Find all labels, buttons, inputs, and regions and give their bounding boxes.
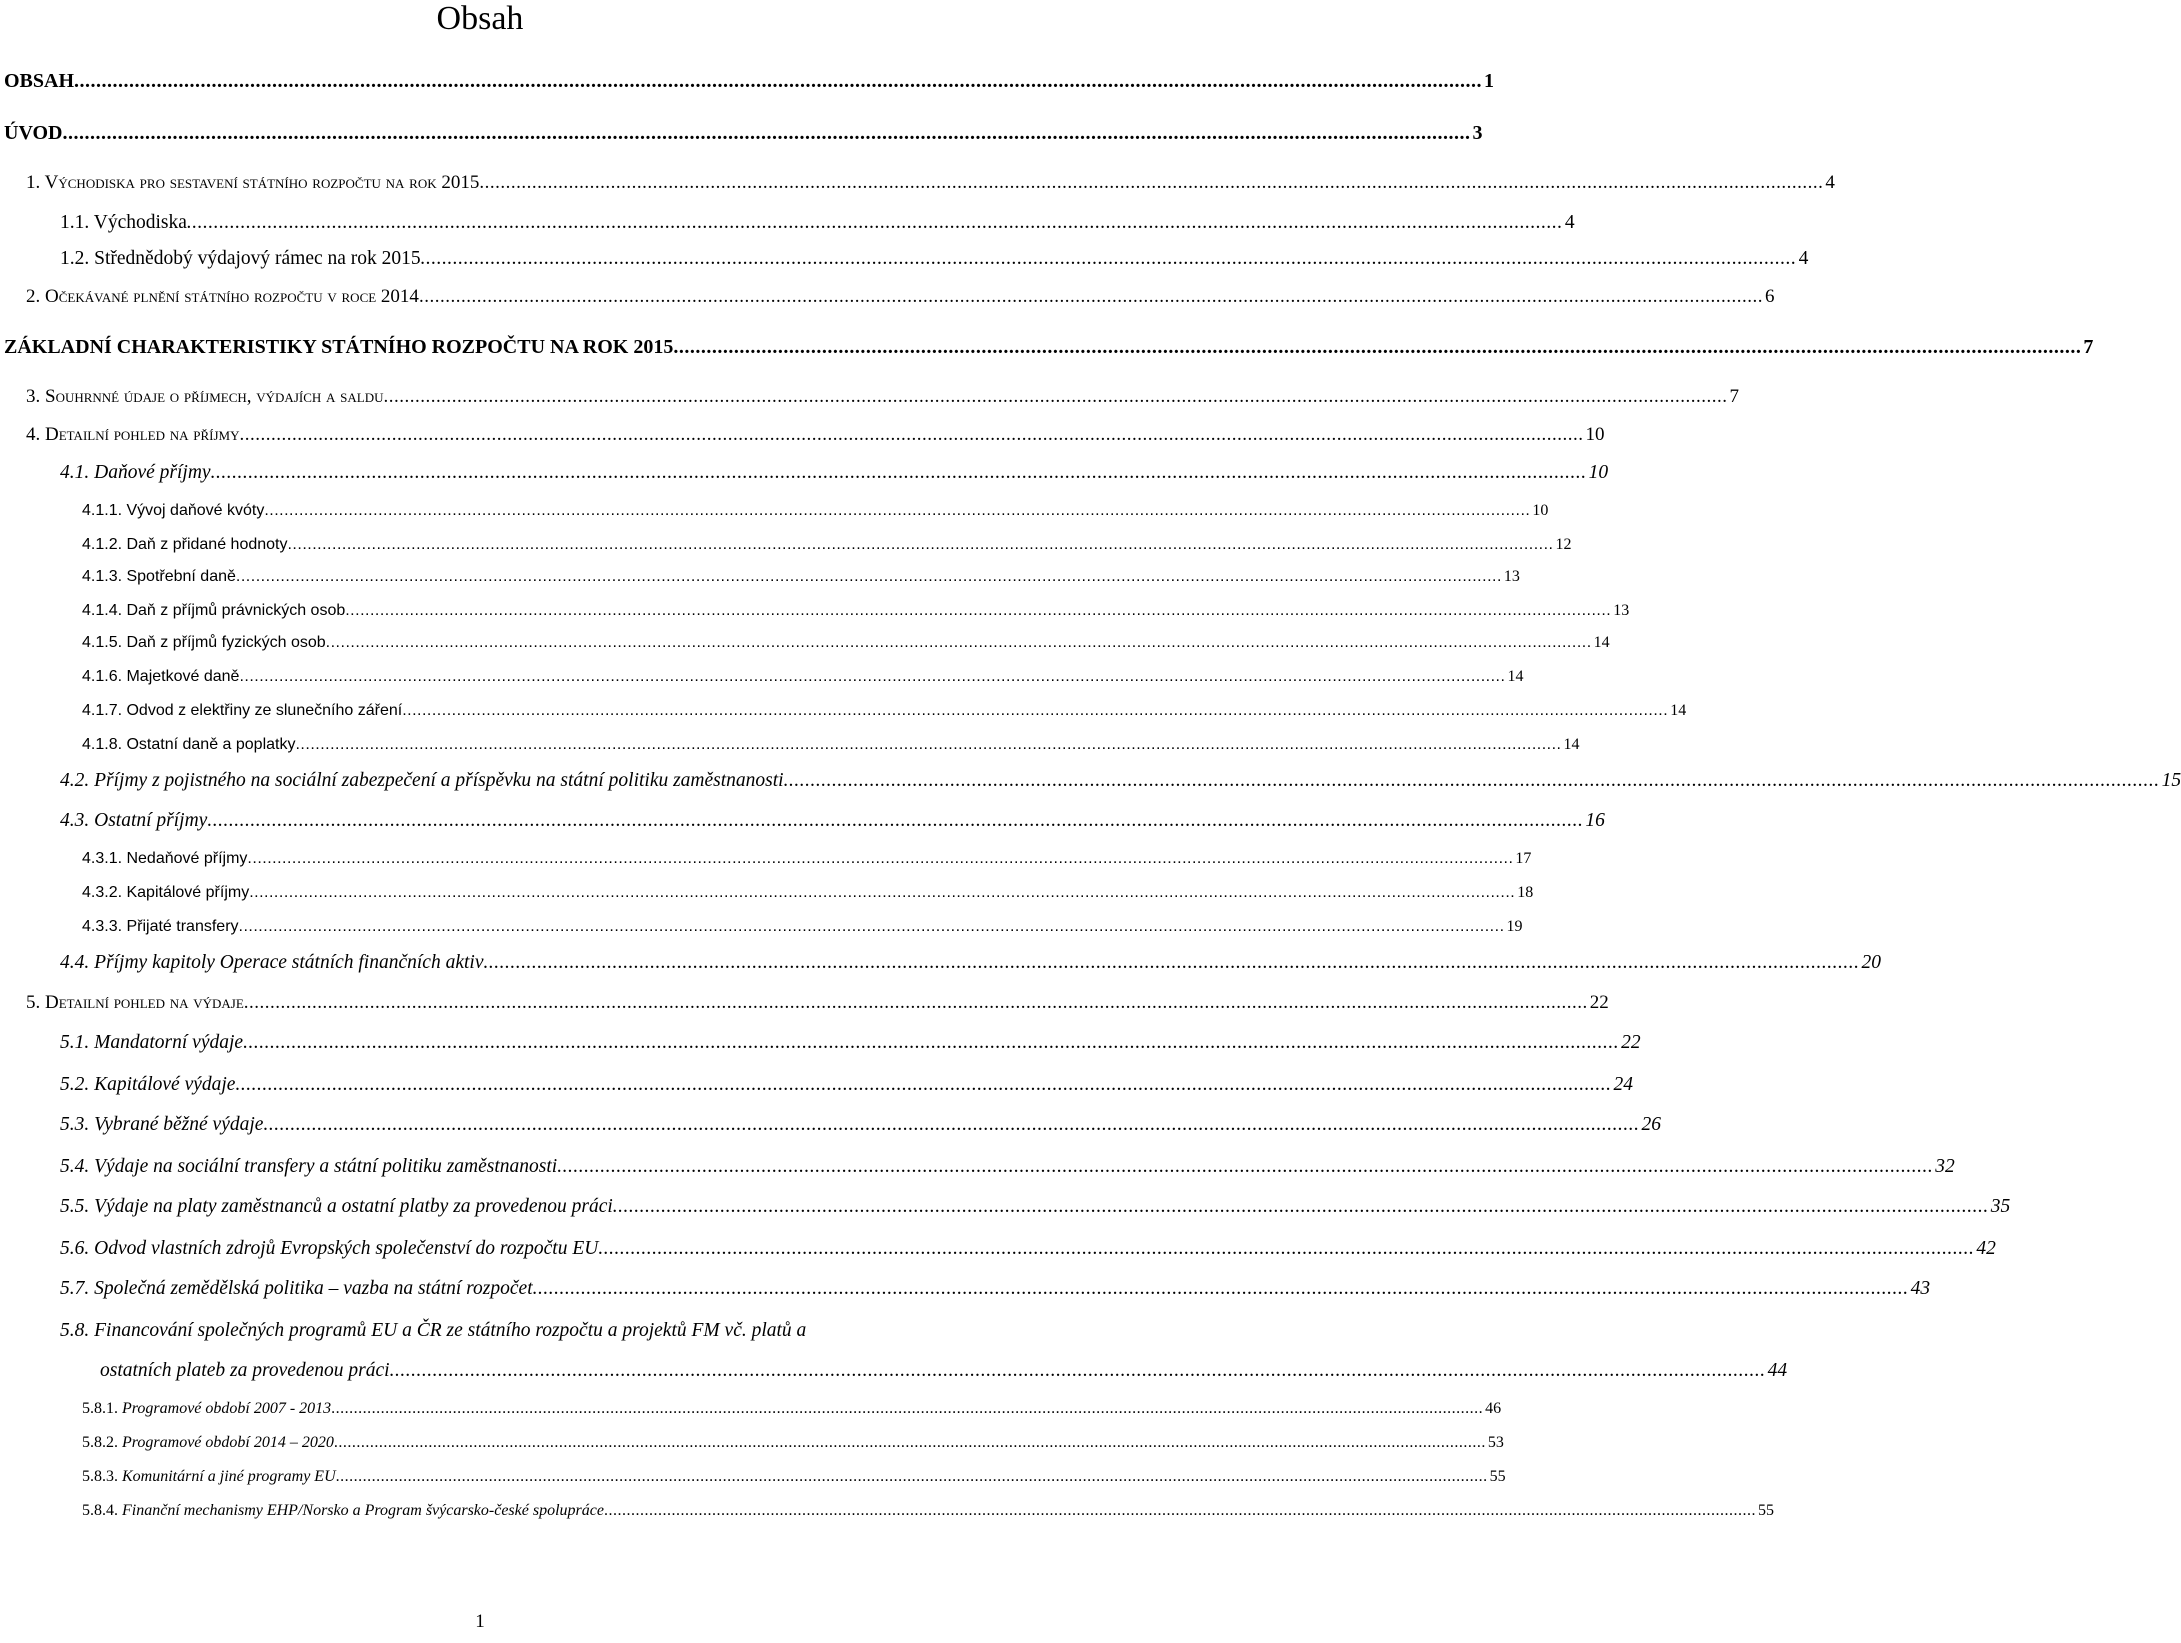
toc-entry-label: 5. Detailní pohled na výdaje	[26, 992, 244, 1013]
toc-entry-number: 5.8.3.	[82, 1468, 118, 1485]
toc-entry-number: 5.8.1.	[82, 1400, 118, 1417]
toc-leader: ................................................................................................................................................................................................................................................................	[532, 1278, 1909, 1299]
toc-entry-4-3-2[interactable]	[82, 884, 1534, 902]
toc-entry-label: 5.8. Financování společných programů EU a ČR ze státního rozpočtu a projektů FM vč. platů a	[60, 1320, 807, 1341]
toc-entry-page: 22	[1621, 1032, 1641, 1053]
toc-leader: ................................................................................................................................................................................................................................................................	[335, 1468, 1488, 1485]
toc-entry-page: 13	[1503, 568, 1520, 585]
toc-entry-page: 6	[1764, 286, 1775, 307]
toc-entry-label: 5.3. Vybrané běžné výdaje	[60, 1114, 264, 1135]
toc-entry-4-1-3[interactable]	[82, 568, 1520, 586]
toc-entry-page: 43	[1910, 1278, 1931, 1299]
toc-entry-page: 7	[2083, 336, 2094, 358]
toc-entry-page: 26	[1641, 1114, 1661, 1135]
toc-leader: ................................................................................................................................................................................................................................................................	[264, 502, 1531, 519]
toc-leader: ................................................................................................................................................................................................................................................................	[247, 850, 1514, 867]
toc-entry-label	[82, 1502, 604, 1520]
toc-leader: ................................................................................................................................................................................................................................................................	[74, 70, 1483, 92]
toc-entry-label: 5.7. Společná zemědělská politika – vazba na státní rozpočet	[60, 1278, 533, 1299]
toc-leader: ................................................................................................................................................................................................................................................................	[325, 634, 1592, 651]
toc-entry-number: 5.8.2.	[82, 1434, 118, 1451]
toc-entry-4-3[interactable]	[60, 810, 1605, 832]
toc-entry-4-3-1[interactable]	[82, 850, 1532, 868]
toc-entry-5-8-4[interactable]	[82, 1502, 1774, 1520]
toc-entry-text: Programové období 2014 – 2020	[122, 1434, 334, 1451]
toc-leader: ................................................................................................................................................................................................................................................................	[331, 1400, 1484, 1417]
toc-leader: ................................................................................................................................................................................................................................................................	[62, 122, 1471, 144]
toc-entry-label: 4.1.8. Ostatní daně a poplatky	[82, 736, 296, 753]
toc-leader: ................................................................................................................................................................................................................................................................	[207, 810, 1584, 831]
toc-entry-page: 32	[1935, 1156, 1955, 1177]
toc-entry-page: 20	[1861, 952, 1881, 973]
toc-entry-4-1-8[interactable]	[82, 736, 1580, 754]
toc-entry-label	[82, 1434, 334, 1452]
toc-leader: ................................................................................................................................................................................................................................................................	[479, 172, 1824, 193]
toc-entry-label: 5.1. Mandatorní výdaje	[60, 1032, 244, 1053]
toc-entry-label: 4.1.3. Spotřební daně	[82, 568, 236, 585]
toc-entry-page: 12	[1555, 536, 1572, 553]
toc-entry-label: 5.6. Odvod vlastních zdrojů Evropských společenství do rozpočtu EU	[60, 1238, 599, 1259]
toc-entry-label: 4.3. Ostatní příjmy	[60, 810, 208, 831]
toc-entry-page: 44	[1767, 1360, 1788, 1381]
toc-entry-label: 1. Východiska pro sestavení státního rozpočtu na rok 2015	[26, 172, 480, 193]
toc-entry-4-4[interactable]	[60, 952, 1881, 974]
toc-entry-text: Programové období 2007 - 2013	[122, 1400, 332, 1417]
toc-entry-label: 4.1. Daňové příjmy	[60, 462, 211, 483]
toc-leader: ................................................................................................................................................................................................................................................................	[210, 462, 1587, 483]
toc-leader: ................................................................................................................................................................................................................................................................	[783, 770, 2160, 791]
toc-entry-label: 5.4. Výdaje na sociální transfery a státní politiku zaměstnanosti	[60, 1156, 558, 1177]
toc-entry-5-6[interactable]	[60, 1238, 1996, 1260]
toc-entry-label: 4.3.2. Kapitálové příjmy	[82, 884, 250, 901]
page-title: Obsah	[436, 0, 524, 37]
toc-entry-page: 19	[1506, 918, 1523, 935]
toc-entry-label	[82, 1400, 331, 1418]
toc-entry-label: 4.4. Příjmy kapitoly Operace státních finančních aktiv	[60, 952, 484, 973]
toc-entry-label: 5.2. Kapitálové výdaje	[60, 1074, 236, 1095]
toc-entry-label: ostatních plateb za provedenou práci	[100, 1360, 390, 1381]
toc-entry-3[interactable]	[26, 386, 1739, 408]
toc-entry-2[interactable]	[26, 286, 1775, 308]
page-number: 1	[475, 1611, 485, 1632]
toc-entry-4[interactable]	[26, 424, 1605, 446]
toc-entry-label: 4.1.6. Majetkové daně	[82, 668, 240, 685]
toc-entry-5-8-3[interactable]	[82, 1468, 1506, 1486]
toc-entry-label: 4.1.5. Daň z příjmů fyzických osob	[82, 634, 326, 651]
toc-leader: ................................................................................................................................................................................................................................................................	[345, 602, 1612, 619]
toc-entry-page: 46	[1485, 1400, 1502, 1417]
toc-leader: ................................................................................................................................................................................................................................................................	[239, 424, 1584, 445]
toc-leader: ................................................................................................................................................................................................................................................................	[333, 1434, 1486, 1451]
toc-entry-page: 4	[1825, 172, 1835, 193]
toc-entry-page: 4	[1564, 212, 1575, 233]
toc-leader: ................................................................................................................................................................................................................................................................	[235, 568, 1502, 585]
toc-entry-page: 4	[1798, 248, 1809, 269]
toc-entry-5-8-2[interactable]	[82, 1434, 1504, 1452]
toc-leader: ................................................................................................................................................................................................................................................................	[603, 1502, 1756, 1519]
toc-entry-label: OBSAH	[4, 70, 75, 92]
toc-entry-page: 10	[1532, 502, 1549, 519]
toc-leader: ................................................................................................................................................................................................................................................................	[249, 884, 1516, 901]
toc-leader: ................................................................................................................................................................................................................................................................	[186, 212, 1563, 233]
toc-entry-5-4[interactable]	[60, 1156, 1955, 1178]
toc-leader: ................................................................................................................................................................................................................................................................	[243, 1032, 1620, 1053]
toc-entry-5-8[interactable]	[60, 1320, 918, 1342]
toc-entry-page: 14	[1507, 668, 1524, 685]
toc-entry-5-7[interactable]	[60, 1278, 1931, 1300]
toc-leader: ................................................................................................................................................................................................................................................................	[287, 536, 1554, 553]
toc-leader: ................................................................................................................................................................................................................................................................	[295, 736, 1562, 753]
toc-leader: ................................................................................................................................................................................................................................................................	[612, 1196, 1989, 1217]
toc-entry-page: 42	[1976, 1238, 1996, 1259]
toc-entry-4-1-1[interactable]	[82, 502, 1549, 520]
toc-leader: ................................................................................................................................................................................................................................................................	[598, 1238, 1975, 1259]
toc-entry-label	[82, 1468, 336, 1486]
toc-entry-label: 4.2. Příjmy z pojistného na sociální zabezpečení a příspěvku na státní politiku zaměstnanosti	[60, 770, 784, 791]
toc-leader: ................................................................................................................................................................................................................................................................	[673, 336, 2082, 358]
toc-leader: ................................................................................................................................................................................................................................................................	[238, 918, 1505, 935]
toc-entry-page: 14	[1563, 736, 1580, 753]
toc-leader: ................................................................................................................................................................................................................................................................	[389, 1360, 1766, 1381]
toc-entry-4-1-5[interactable]	[82, 634, 1610, 652]
toc-entry-page: 18	[1517, 884, 1534, 901]
toc-leader: ................................................................................................................................................................................................................................................................	[239, 668, 1506, 685]
toc-entry-page: 3	[1472, 122, 1483, 144]
toc-leader: ................................................................................................................................................................................................................................................................	[383, 386, 1728, 407]
toc-entry-label: 4.1.4. Daň z příjmů právnických osob	[82, 602, 346, 619]
toc-entry-1[interactable]	[26, 172, 1835, 194]
toc-entry-4-1-6[interactable]	[82, 668, 1524, 686]
toc-entry-1-1[interactable]	[60, 212, 1575, 234]
toc-entry-page: 55	[1489, 1468, 1506, 1485]
toc-entry-label: 4. Detailní pohled na příjmy	[26, 424, 240, 445]
toc-entry-4-2[interactable]	[60, 770, 2181, 792]
toc-entry-label: 5.5. Výdaje na platy zaměstnanců a ostatní platby za provedenou práci	[60, 1196, 613, 1217]
toc-entry-page: 24	[1613, 1074, 1633, 1095]
toc-entry-5[interactable]	[26, 992, 1609, 1014]
toc-entry-page: 55	[1757, 1502, 1774, 1519]
toc-entry-obsah[interactable]	[4, 70, 1495, 93]
toc-entry-page: 17	[1515, 850, 1532, 867]
toc-entry-number: 5.8.4.	[82, 1502, 118, 1519]
toc-entry-4-1-7[interactable]	[82, 702, 1687, 720]
toc-leader: ................................................................................................................................................................................................................................................................	[402, 702, 1669, 719]
toc-entry-1-2[interactable]	[60, 248, 1809, 270]
toc-entry-label: 4.1.1. Vývoj daňové kvóty	[82, 502, 265, 519]
toc-entry-label: 4.3.3. Přijaté transfery	[82, 918, 239, 935]
toc-entry-page: 10	[1588, 462, 1609, 483]
toc-leader: ................................................................................................................................................................................................................................................................	[557, 1156, 1934, 1177]
toc-entry-page: 22	[1589, 992, 1609, 1013]
toc-entry-label: 2. Očekávané plnění státního rozpočtu v roce 2014	[26, 286, 419, 307]
toc-entry-page: 16	[1585, 810, 1605, 831]
toc-entry-5-1[interactable]	[60, 1032, 1641, 1054]
toc-leader: ................................................................................................................................................................................................................................................................	[263, 1114, 1640, 1135]
toc-entry-5-8-cont[interactable]	[100, 1360, 1788, 1382]
toc-entry-label: 1.2. Střednědobý výdajový rámec na rok 2015	[60, 248, 421, 269]
toc-entry-label: ZÁKLADNÍ CHARAKTERISTIKY STÁTNÍHO ROZPOČTU NA ROK 2015	[4, 336, 674, 358]
toc-entry-4-3-3[interactable]	[82, 918, 1523, 936]
toc-entry-4-1-4[interactable]	[82, 602, 1630, 620]
toc-leader: ................................................................................................................................................................................................................................................................	[418, 286, 1763, 307]
toc-entry-zakladni-charakteristiky[interactable]	[4, 336, 2094, 359]
toc-entry-label: 4.1.2. Daň z přidané hodnoty	[82, 536, 288, 553]
toc-entry-label: ÚVOD	[4, 122, 63, 144]
toc-entry-4-1[interactable]	[60, 462, 1609, 484]
toc-entry-text: Finanční mechanismy EHP/Norsko a Program švýcarsko-české spolupráce	[122, 1502, 604, 1519]
toc-entry-page: 13	[1613, 602, 1630, 619]
toc-leader: ................................................................................................................................................................................................................................................................	[235, 1074, 1612, 1095]
toc-leader: ................................................................................................................................................................................................................................................................	[483, 952, 1860, 973]
toc-entry-page: 10	[1585, 424, 1605, 445]
toc-entry-page: 1	[1484, 70, 1495, 92]
toc-entry-label: 4.1.7. Odvod z elektřiny ze slunečního záření	[82, 702, 403, 719]
toc-entry-label: 3. Souhrnné údaje o příjmech, výdajích a saldu	[26, 386, 384, 407]
toc-entry-page: 15	[2161, 770, 2181, 791]
toc-entry-5-8-1[interactable]	[82, 1400, 1502, 1418]
toc-entry-page: 53	[1487, 1434, 1504, 1451]
toc-entry-5-2[interactable]	[60, 1074, 1633, 1096]
toc-entry-5-3[interactable]	[60, 1114, 1661, 1136]
toc-entry-4-1-2[interactable]	[82, 536, 1572, 554]
toc-entry-uvod[interactable]	[4, 122, 1483, 145]
toc-entry-page: 14	[1670, 702, 1687, 719]
toc-entry-page: 14	[1593, 634, 1610, 651]
toc-entry-label: 4.3.1. Nedaňové příjmy	[82, 850, 248, 867]
toc-entry-page: 7	[1729, 386, 1739, 407]
toc-entry-label: 1.1. Východiska	[60, 212, 187, 233]
toc-leader: ................................................................................................................................................................................................................................................................	[420, 248, 1797, 269]
toc-entry-5-5[interactable]	[60, 1196, 2011, 1218]
toc-leader: ................................................................................................................................................................................................................................................................	[243, 992, 1588, 1013]
toc-entry-text: Komunitární a jiné programy EU	[122, 1468, 336, 1485]
toc-entry-page: 35	[1990, 1196, 2011, 1217]
